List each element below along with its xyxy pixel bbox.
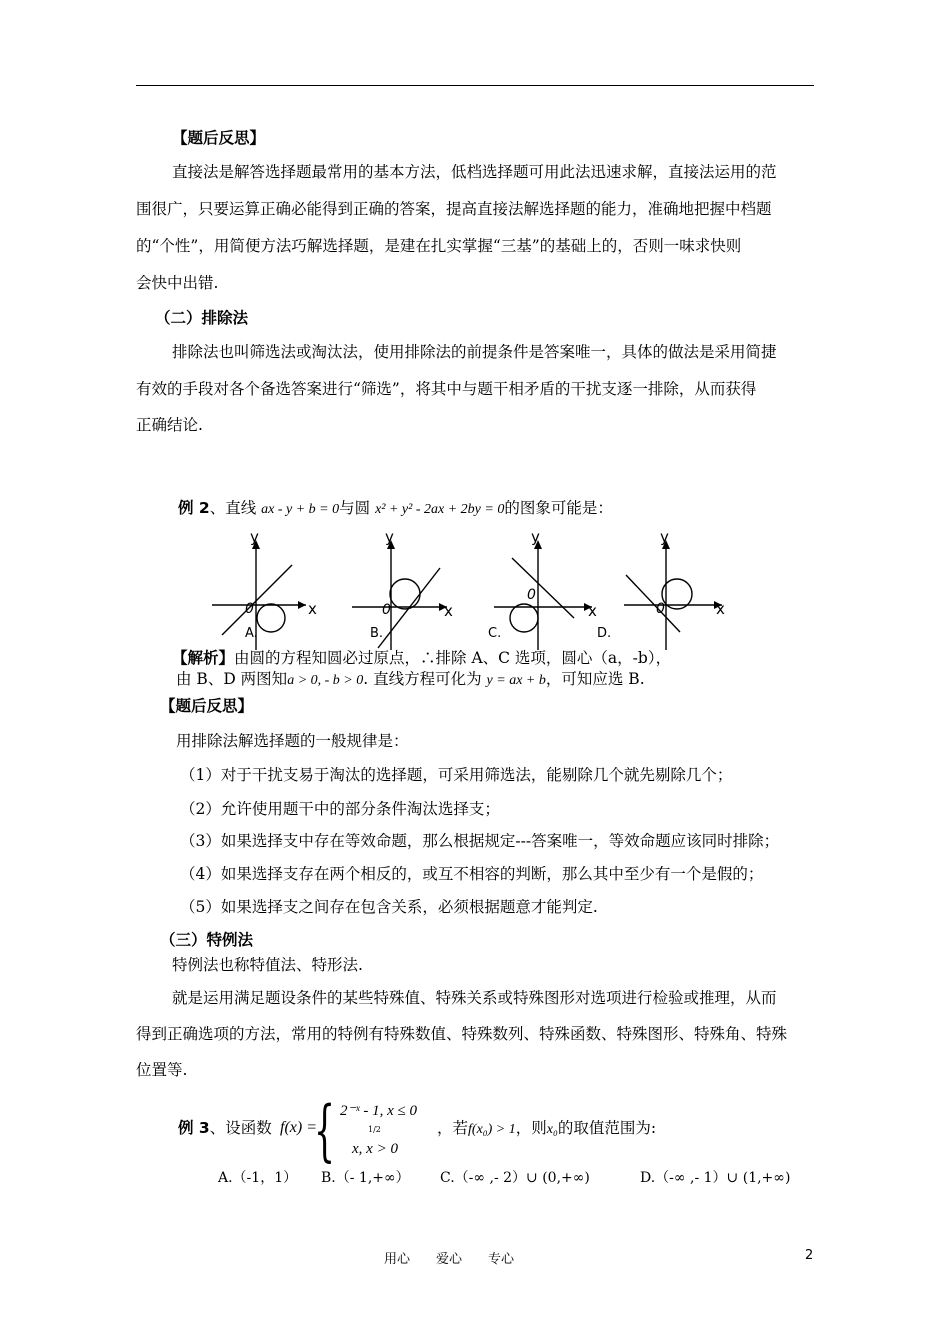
rule-item: （4）如果选择支存在两个相反的，或互不相容的判断，那么其中至少有一个是假的； — [180, 865, 764, 883]
answer-option-c: C.（-∞ ,- 2）∪ (0,+∞) — [440, 1170, 590, 1186]
paragraph-line: 正确结论. — [136, 416, 203, 434]
example-2-question: 例 2、直线 ax - y + b = 0与圆 x² + y² - 2ax + 2by = 0的图象可能是： — [178, 499, 613, 517]
paragraph-line: 特例法也称特值法、特形法. — [172, 956, 363, 974]
x-axis-label: x — [444, 602, 453, 620]
section-heading-2: （二）排除法 — [155, 309, 249, 327]
graph-c — [494, 540, 592, 650]
function-name: f(x) = — [280, 1119, 317, 1136]
piecewise-case-2: x, x > 0 — [352, 1141, 398, 1157]
circle-equation: x² + y² - 2ax + 2by = 0 — [375, 502, 505, 517]
line-equation: ax - y + b = 0 — [261, 502, 340, 517]
paragraph-line: 围很广，只要运算正确必能得到正确的答案，提高直接法解选择题的能力，准确地把握中档题 — [136, 200, 772, 218]
origin-label: 0 — [656, 601, 665, 617]
rule-item: （5）如果选择支之间存在包含关系，必须根据题意才能判定. — [180, 898, 598, 916]
paragraph-line: 的“个性”，用简便方法巧解选择题，是建在扎实掌握“三基”的基础上的，否则一味求快则 — [136, 237, 742, 255]
analysis-line-1: 【解析】由圆的方程知圆必过原点，∴排除 A、C 选项，圆心（a，-b）， — [172, 649, 672, 667]
paragraph-line: 就是运用满足题设条件的某些特殊值、特殊关系或特殊图形对选项进行检验或推理，从而 — [172, 989, 777, 1007]
graph-a — [212, 540, 306, 650]
reflection-intro: 用排除法解选择题的一般规律是： — [176, 732, 409, 750]
paragraph-line: 位置等. — [136, 1061, 188, 1079]
paragraph-line: 有效的手段对各个备选答案进行“筛选”，将其中与题干相矛盾的干扰支逐一排除，从而获得 — [136, 380, 757, 398]
option-label: C. — [488, 626, 502, 641]
example-3-condition: ，若f(x₀) > 1，则x₀的取值范围为: — [437, 1119, 657, 1137]
graph-b — [352, 540, 447, 650]
graph-circle — [257, 604, 285, 632]
graph-d — [624, 540, 722, 650]
section-heading-3: （三）特例法 — [160, 931, 254, 949]
option-label: B. — [370, 626, 384, 641]
graph-line — [512, 558, 574, 618]
answer-option-a: A.（-1，1） — [218, 1170, 298, 1186]
analysis-heading: 【解析】 — [172, 649, 235, 667]
footer-motto: 用心 爱心 专心 — [384, 1252, 515, 1267]
paragraph-line: 排除法也叫筛选法或淘汰法，使用排除法的前提条件是答案唯一，具体的做法是采用简捷 — [172, 343, 777, 361]
answer-option-b: B.（- 1,+∞） — [321, 1170, 410, 1186]
x-axis-label: x — [308, 600, 317, 618]
option-label: D. — [597, 626, 612, 641]
paragraph-line: 得到正确选项的方法，常用的特例有特殊数值、特殊数列、特殊函数、特殊图形、特殊角、特殊 — [136, 1025, 788, 1043]
piecewise-case-1: 2⁻ˣ - 1, x ≤ 0 — [340, 1103, 418, 1119]
graph-line — [222, 565, 292, 635]
y-axis-label: y — [660, 528, 669, 546]
example-label: 例 2 — [178, 499, 210, 517]
origin-label: 0 — [245, 601, 254, 617]
piecewise-brace: { — [314, 1092, 335, 1169]
option-label: A. — [245, 626, 258, 641]
rule-item: （1）对于干扰支易于淘汰的选择题，可采用筛选法，能剔除几个就先剔除几个； — [180, 766, 733, 784]
graph-line — [626, 575, 680, 632]
page-number: 2 — [805, 1248, 814, 1263]
y-axis-label: y — [250, 528, 259, 546]
answer-option-d: D.（-∞ ,- 1）∪ (1,+∞) — [640, 1170, 791, 1186]
paragraph-line: 会快中出错. — [136, 274, 219, 292]
piecewise-exponent: 1/2 — [368, 1125, 381, 1134]
rule-item: （2）允许使用题干中的部分条件淘汰选择支； — [180, 800, 500, 818]
graph-circle — [510, 604, 538, 632]
origin-label: 0 — [382, 602, 391, 618]
y-axis-label: y — [385, 528, 394, 546]
x-axis-label: x — [588, 602, 597, 620]
origin-label: 0 — [527, 587, 536, 603]
x-axis-label: x — [716, 600, 725, 618]
paragraph-line: 直接法是解答选择题最常用的基本方法，低档选择题可用此法迅速求解，直接法运用的范 — [172, 163, 777, 181]
analysis-line-2: 由 B、D 两图知a > 0, - b > 0. 直线方程可化为 y = ax + b，可知应选 B. — [176, 670, 645, 688]
reflection-heading-1: 【题后反思】 — [172, 129, 266, 147]
graph-circle — [390, 579, 420, 609]
rule-item: （3）如果选择支中存在等效命题，那么根据规定---答案唯一，等效命题应该同时排除； — [180, 832, 780, 850]
example-3-label: 例 3、设函数 — [178, 1119, 272, 1137]
y-axis-label: y — [531, 528, 540, 546]
reflection-heading-2: 【题后反思】 — [160, 697, 254, 715]
